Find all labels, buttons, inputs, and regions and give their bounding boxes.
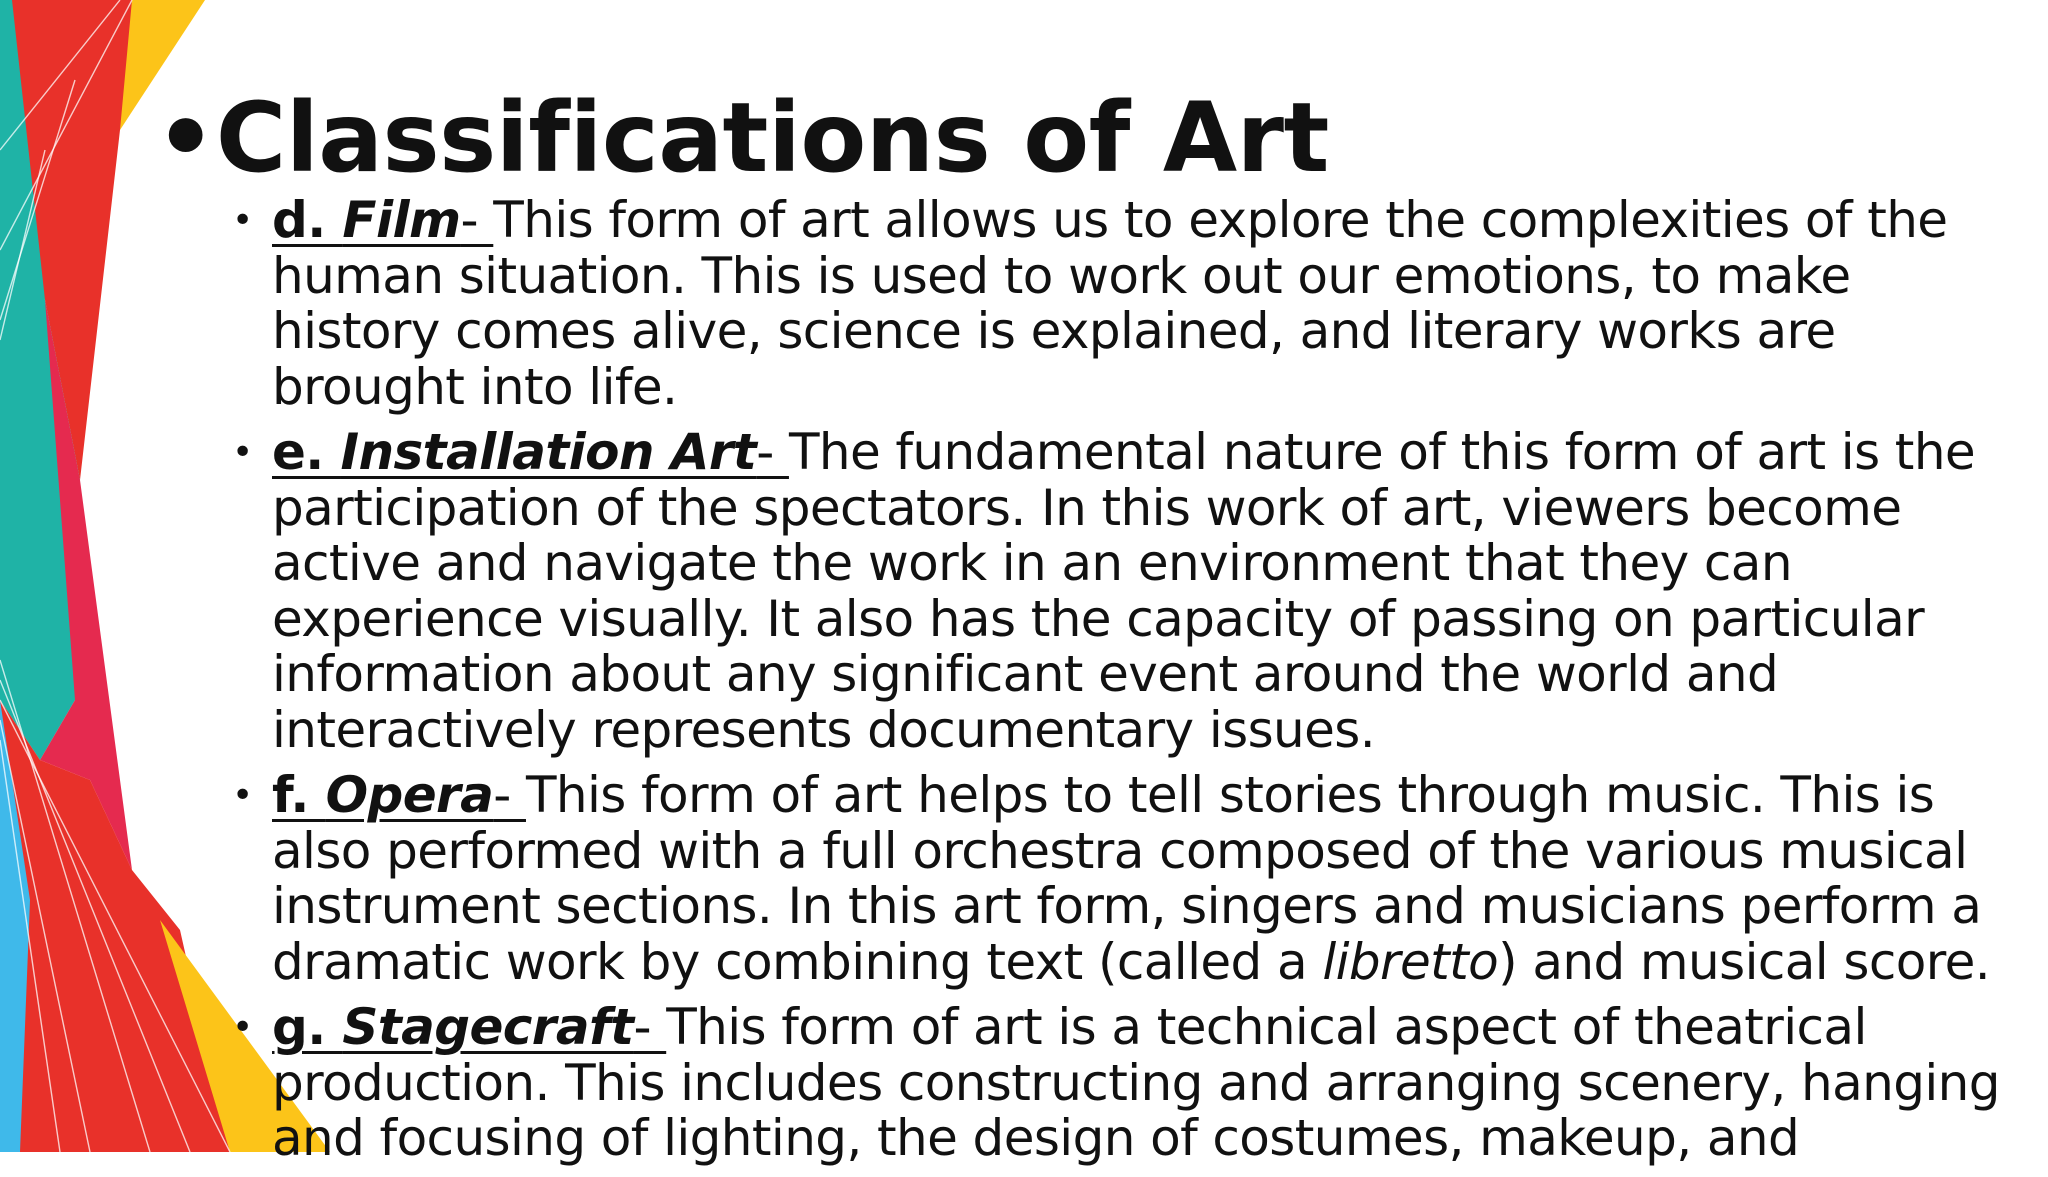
- slide-title: •Classifications of Art: [155, 82, 1329, 194]
- item-description: This form of art helps to tell stories through music. This is also performed with a full orchestra composed of the various musical instrument sections. In this art form, singers and musicians perform a dramatic work by combining text (called a: [272, 766, 1982, 991]
- item-heading: [272, 998, 666, 1056]
- item-code: e.: [272, 423, 341, 481]
- item-dash: -: [493, 766, 526, 824]
- item-description: This form of art is a technical aspect of theatrical production. This includes constructing and arranging scenery, hanging and focusing of lighting, the design of costumes, makeup, and: [272, 998, 2000, 1167]
- bullet-icon: •: [232, 775, 253, 816]
- item-heading: [272, 423, 789, 481]
- item-dash: -: [756, 423, 789, 481]
- list-item-stagecraft: [232, 998, 2012, 1167]
- item-dash: -: [460, 191, 494, 249]
- item-description: This form of art allows us to explore the complexities of the human situation. This is used to work out our emotions, to make history comes alive, science is explained, and literary works are brought into life.: [272, 191, 1948, 416]
- item-description: The fundamental nature of this form of art is the participation of the spectators. In this work of art, viewers become active and navigate the work in an environment that they can experience visually. It also has the capacity of passing on particular information about any significant event around the world and interactively represents documentary issues.: [272, 423, 1976, 759]
- list-item-installation-art: [232, 423, 2012, 759]
- item-term: Film: [342, 191, 461, 249]
- item-code: d.: [272, 191, 343, 249]
- item-italic-term: libretto: [1322, 932, 1499, 991]
- item-heading: [272, 766, 526, 824]
- item-dash: -: [633, 998, 667, 1056]
- bullet-icon: •: [232, 432, 253, 473]
- item-code: f.: [272, 766, 326, 824]
- bullet-icon: •: [232, 1007, 253, 1048]
- bullet-icon: •: [232, 200, 253, 241]
- item-term: Opera: [325, 766, 494, 824]
- item-description-end: ) and musical score.: [1498, 932, 1991, 991]
- classification-list: [232, 191, 2012, 1177]
- item-term: Stagecraft: [342, 998, 634, 1056]
- list-item-film: [232, 191, 2012, 416]
- item-heading: [272, 191, 493, 249]
- item-term: Installation Art: [340, 423, 757, 481]
- item-code: g.: [272, 998, 343, 1056]
- list-item-opera: [232, 766, 2012, 991]
